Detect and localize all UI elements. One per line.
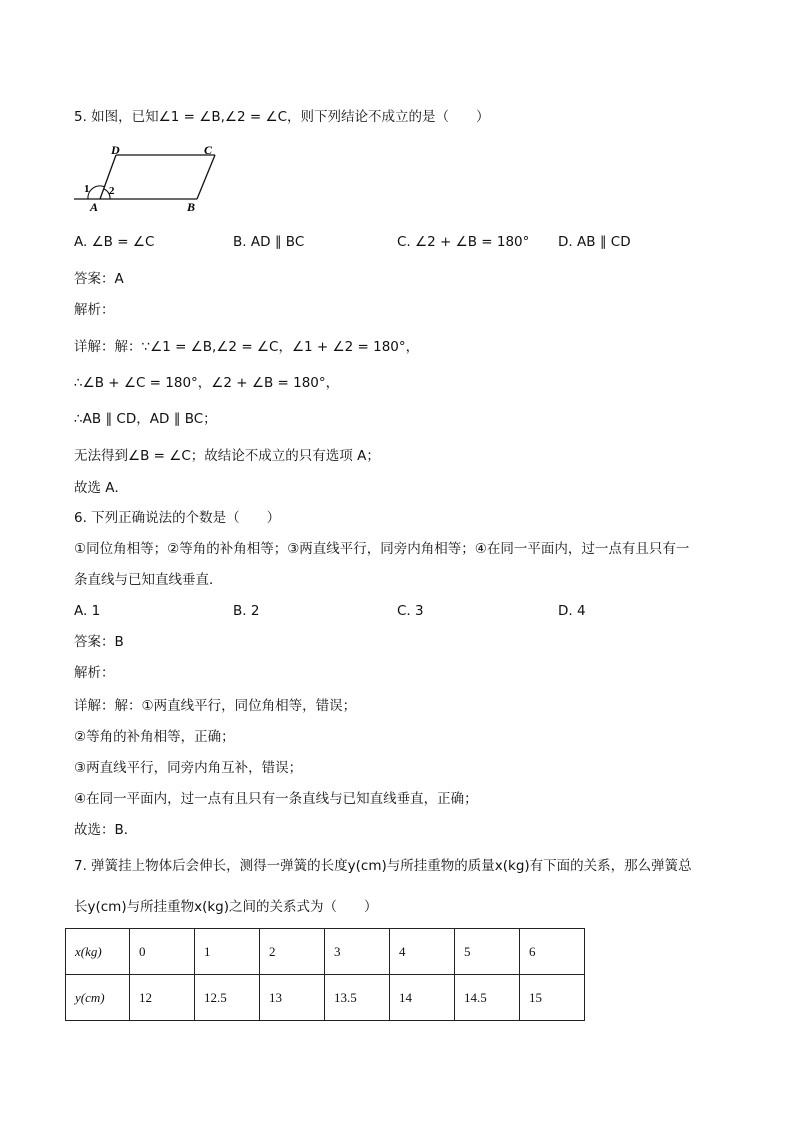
q5-option-d: D. AB ∥ CD — [558, 234, 631, 250]
q5-detail-line: ∴∠B + ∠C = 180°，∠2 + ∠B = 180°， — [74, 375, 340, 391]
q5-option-a: A. ∠B = ∠C — [74, 234, 155, 250]
parallelogram-figure — [70, 140, 220, 212]
q6-option-a: A. 1 — [74, 603, 101, 619]
q7-stem: 7. 弹簧挂上物体后会伸长，测得一弹簧的长度y(cm)与所挂重物的质量x(kg)有下面的关系，那么弹簧总 — [74, 858, 692, 874]
q6-option-d: D. 4 — [558, 603, 586, 619]
table-cell: 12 — [130, 975, 195, 1021]
label-D: D — [111, 143, 120, 157]
q6-detail-line: 详解：解：①两直线平行，同位角相等，错误； — [74, 698, 357, 714]
q5-option-c: C. ∠2 + ∠B = 180° — [397, 234, 530, 250]
row-header-y: y(cm) — [66, 975, 130, 1021]
q5-detail-line: 无法得到∠B = ∠C；故结论不成立的只有选项 A； — [74, 448, 380, 464]
q5-detail-line: 详解：解：∵∠1 = ∠B,∠2 = ∠C，∠1 + ∠2 = 180°， — [74, 339, 420, 355]
label-2: 2 — [109, 185, 115, 197]
table-cell: 13.5 — [325, 975, 390, 1021]
side-CB — [197, 155, 215, 199]
q6-stem: 6. 下列正确说法的个数是（ ） — [74, 510, 281, 526]
q5-answer: 答案：A — [74, 271, 124, 287]
q5-detail-line: ∴AB ∥ CD，AD ∥ BC； — [74, 411, 217, 427]
table-row — [66, 975, 585, 1021]
table-cell: 15 — [520, 975, 585, 1021]
q5-analysis-label: 解析： — [74, 302, 115, 318]
q6-detail-line: ③两直线平行，同旁内角互补，错误； — [74, 760, 303, 776]
label-B: B — [187, 200, 196, 212]
table-row — [66, 929, 585, 975]
label-C: C — [204, 143, 213, 157]
table-cell: 5 — [455, 929, 520, 975]
table-cell: 2 — [260, 929, 325, 975]
q6-option-c: C. 3 — [397, 603, 424, 619]
table-cell: 14 — [390, 975, 455, 1021]
table-cell: 6 — [520, 929, 585, 975]
table-cell: 14.5 — [455, 975, 520, 1021]
mass-length-table — [65, 928, 585, 1021]
q6-conclusion: 故选：B． — [74, 822, 138, 838]
q6-body: ①同位角相等；②等角的补角相等；③两直线平行，同旁内角相等；④在同一平面内，过一点有且只有一 — [74, 541, 690, 557]
label-A: A — [90, 200, 99, 212]
q7-stem-cont: 长y(cm)与所挂重物x(kg)之间的关系式为（ ） — [74, 899, 378, 915]
q6-body-cont: 条直线与已知直线垂直． — [74, 572, 223, 588]
table-cell: 4 — [390, 929, 455, 975]
q6-option-b: B. 2 — [233, 603, 260, 619]
table-cell: 12.5 — [195, 975, 260, 1021]
table-cell: 1 — [195, 929, 260, 975]
q6-detail-line: ②等角的补角相等，正确； — [74, 729, 235, 745]
q6-analysis-label: 解析： — [74, 665, 115, 681]
q5-conclusion: 故选 A． — [74, 480, 129, 496]
table-cell: 3 — [325, 929, 390, 975]
label-1: 1 — [84, 183, 90, 195]
q6-detail-line: ④在同一平面内，过一点有且只有一条直线与已知直线垂直，正确； — [74, 791, 478, 807]
table-cell: 13 — [260, 975, 325, 1021]
q5-option-b: B. AD ∥ BC — [233, 234, 305, 250]
q5-stem: 5. 如图，已知∠1 = ∠B,∠2 = ∠C，则下列结论不成立的是（ ） — [74, 109, 490, 125]
q6-answer: 答案：B — [74, 634, 124, 650]
table-cell: 0 — [130, 929, 195, 975]
row-header-x: x(kg) — [66, 929, 130, 975]
